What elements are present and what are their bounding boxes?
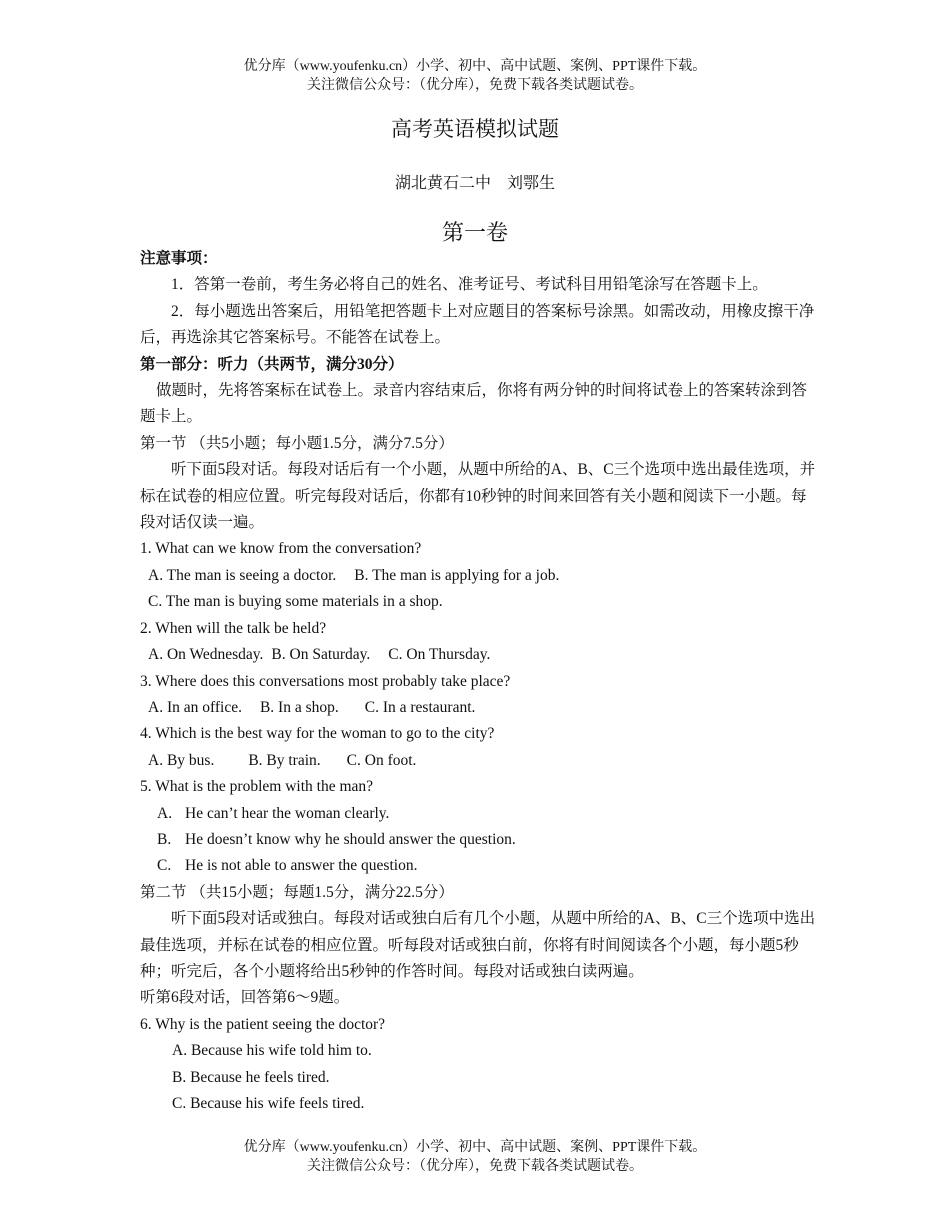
section1-intro: 听下面5段对话。每段对话后有一个小题，从题中所给的A、B、C三个选项中选出最佳选项，并标在试卷的相应位置。听完每段对话后，你都有10秒钟的时间来回答有关小题和阅读下一小题。每段对话仅读一遍。 bbox=[140, 461, 816, 532]
header-line-2: 关注微信公众号：（优分库），免费下载各类试题试卷。 bbox=[307, 78, 643, 93]
q5-option-a-label: A. bbox=[157, 804, 173, 822]
q3-option-c: C. In a restaurant. bbox=[364, 698, 476, 716]
page-footer bbox=[0, 1138, 950, 1176]
q6-option-c: C. Because his wife feels tired. bbox=[172, 1095, 365, 1112]
exam-content bbox=[140, 246, 820, 1117]
q5-option-a-text: He can’t hear the woman clearly. bbox=[185, 804, 390, 822]
q3-option-b: B. In a shop. bbox=[259, 698, 339, 716]
q1-option-b: B. The man is applying for a job. bbox=[354, 566, 560, 584]
q1-option-c: C. The man is buying some materials in a shop. bbox=[148, 593, 443, 611]
q5-option-c-text: He is not able to answer the question. bbox=[185, 857, 418, 875]
q5-option-c bbox=[140, 853, 820, 879]
section2-group: 听第6段对话，回答第6～9题。 bbox=[140, 989, 350, 1007]
section2-intro: 听下面5段对话或独白。每段对话或独白后有几个小题，从题中所给的A、B、C三个选项中选出最佳选项，并标在试卷的相应位置。听每段对话或独白前，你将有时间阅读各个小题，每小题5秒种；听完后，各个小题将给出5秒钟的作答时间。每段对话或独白读两遍。 bbox=[140, 910, 816, 980]
q4-stem: 4. Which is the best way for the woman to go to the city? bbox=[140, 725, 495, 743]
q1-options-ab bbox=[140, 563, 820, 589]
notes-heading: 注意事项： bbox=[140, 250, 218, 267]
q2-option-b: B. On Saturday. bbox=[271, 646, 371, 664]
q3-option-a: A. In an office. bbox=[148, 698, 242, 716]
q1-option-a: A. The man is seeing a doctor. bbox=[148, 566, 337, 584]
section1-heading: 第一节 （共5小题；每小题1.5分，满分7.5分） bbox=[140, 434, 454, 452]
q6-option-b: B. Because he feels tired. bbox=[172, 1068, 330, 1086]
page-header bbox=[0, 57, 950, 95]
q4-option-a: A. By bus. bbox=[148, 751, 215, 769]
footer-line-2: 关注微信公众号：（优分库），免费下载各类试题试卷。 bbox=[307, 1159, 643, 1174]
header-line-1: 优分库（www.youfenku.cn）小学、初中、高中试题、案例、PPT课件下载。 bbox=[243, 59, 707, 74]
part1-heading: 第一部分：听力（共两节，满分30分） bbox=[140, 355, 404, 373]
q2-options bbox=[140, 642, 820, 668]
q6-stem: 6. Why is the patient seeing the doctor? bbox=[140, 1015, 386, 1033]
q3-options bbox=[140, 695, 820, 721]
q5-option-b-label: B. bbox=[157, 830, 172, 848]
q1-stem: 1. What can we know from the conversation? bbox=[140, 540, 422, 558]
q4-options bbox=[140, 748, 820, 774]
q2-option-c: C. On Thursday. bbox=[388, 646, 491, 664]
exam-title: 高考英语模拟试题 bbox=[391, 117, 559, 141]
q5-option-a bbox=[140, 801, 820, 827]
q5-stem: 5. What is the problem with the man? bbox=[140, 778, 374, 796]
section2-heading: 第二节 （共15小题；每题1.5分，满分22.5分） bbox=[140, 883, 454, 901]
q4-option-b: B. By train. bbox=[248, 751, 321, 769]
footer-line-1: 优分库（www.youfenku.cn）小学、初中、高中试题、案例、PPT课件下载。 bbox=[243, 1140, 707, 1155]
q6-option-a: A. Because his wife told him to. bbox=[172, 1042, 372, 1060]
volume-title: 第一卷 bbox=[441, 220, 508, 245]
q4-option-c: C. On foot. bbox=[346, 751, 417, 769]
part1-intro: 做题时，先将答案标在试卷上。录音内容结束后，你将有两分钟的时间将试卷上的答案转涂到答题卡上。 bbox=[140, 382, 808, 426]
q3-stem: 3. Where does this conversations most probably take place? bbox=[140, 672, 511, 690]
q5-option-c-label: C. bbox=[157, 857, 172, 875]
q2-option-a: A. On Wednesday. bbox=[148, 646, 264, 664]
q5-option-b-text: He doesn’t know why he should answer the question. bbox=[185, 830, 516, 848]
exam-author: 湖北黄石二中 刘鄂生 bbox=[394, 175, 555, 192]
notes-item-2: 2．每小题选出答案后，用铅笔把答题卡上对应题目的答案标号涂黑。如需改动，用橡皮擦干净后，再选涂其它答案标号。不能答在试卷上。 bbox=[140, 302, 815, 347]
q2-stem: 2. When will the talk be held? bbox=[140, 619, 327, 637]
notes-item-1: 1．答第一卷前，考生务必将自己的姓名、准考证号、考试科目用铅笔涂写在答题卡上。 bbox=[171, 276, 768, 294]
q5-option-b bbox=[140, 827, 820, 853]
